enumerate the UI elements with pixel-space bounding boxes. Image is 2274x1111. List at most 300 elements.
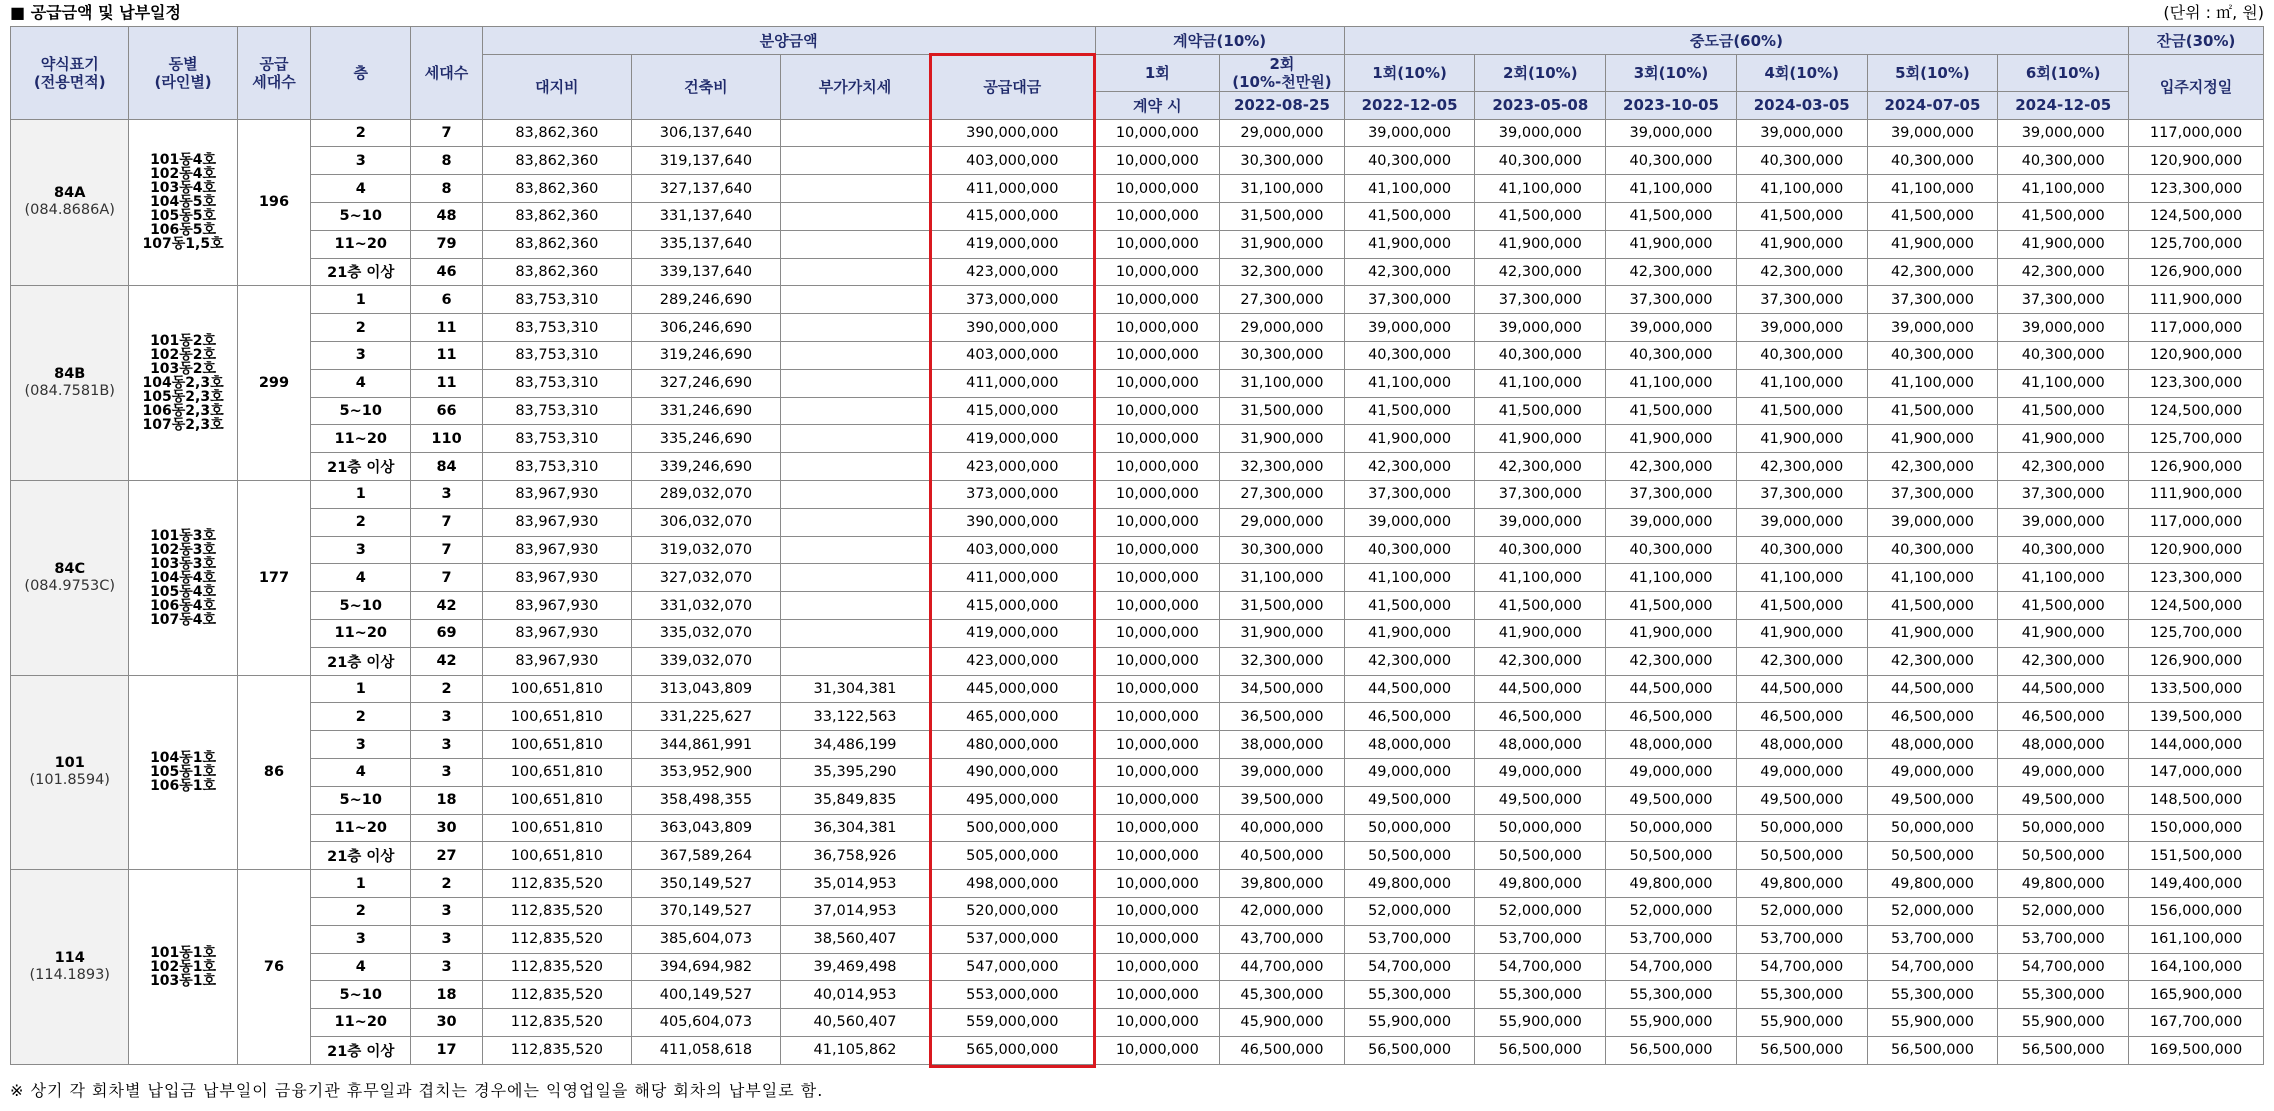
amount-cell: 37,300,000 — [1736, 480, 1867, 508]
header-m1-date: 2022-12-05 — [1344, 91, 1475, 119]
floor-cell: 21층 이상 — [311, 842, 411, 870]
table-row — [11, 647, 2264, 675]
amount-cell: 48,000,000 — [1606, 731, 1737, 759]
amount-cell: 111,900,000 — [2129, 286, 2264, 314]
amount-cell: 41,100,000 — [1998, 175, 2129, 203]
dong-line: 103동1호 — [150, 972, 217, 989]
dong-line: 101동3호 — [150, 527, 217, 544]
amount-cell: 112,835,520 — [482, 870, 631, 898]
floor-cell: 3 — [311, 536, 411, 564]
amount-cell: 39,000,000 — [1998, 314, 2129, 342]
floor-cell: 3 — [311, 731, 411, 759]
amount-cell: 41,500,000 — [1344, 202, 1475, 230]
amount-cell: 10,000,000 — [1095, 981, 1220, 1009]
amount-cell: 41,100,000 — [1606, 175, 1737, 203]
unit-count-cell: 27 — [411, 842, 482, 870]
amount-cell: 41,100,000 — [1475, 564, 1606, 592]
table-row — [11, 397, 2264, 425]
amount-cell: 42,300,000 — [1606, 453, 1737, 481]
amount-cell: 50,000,000 — [1606, 814, 1737, 842]
amount-cell: 50,000,000 — [1998, 814, 2129, 842]
amount-cell: 27,300,000 — [1220, 286, 1345, 314]
amount-cell: 31,304,381 — [780, 675, 929, 703]
amount-cell: 156,000,000 — [2129, 897, 2264, 925]
amount-cell: 49,000,000 — [1606, 758, 1737, 786]
amount-cell: 46,500,000 — [1736, 703, 1867, 731]
floor-cell: 21층 이상 — [311, 1036, 411, 1064]
amount-cell: 50,000,000 — [1736, 814, 1867, 842]
amount-cell: 41,900,000 — [1736, 619, 1867, 647]
amount-cell: 50,500,000 — [1998, 842, 2129, 870]
amount-cell: 29,000,000 — [1220, 119, 1345, 147]
amount-cell: 46,500,000 — [1867, 703, 1998, 731]
amount-cell: 10,000,000 — [1095, 480, 1220, 508]
amount-cell: 29,000,000 — [1220, 508, 1345, 536]
amount-cell: 37,300,000 — [1867, 286, 1998, 314]
amount-cell: 344,861,991 — [631, 731, 780, 759]
supply-price-cell: 373,000,000 — [930, 286, 1095, 314]
amount-cell: 55,900,000 — [1475, 1009, 1606, 1037]
amount-cell: 54,700,000 — [1998, 953, 2129, 981]
unit-count-cell: 110 — [411, 425, 482, 453]
dong-line: 103동3호 — [150, 555, 217, 572]
amount-cell: 100,651,810 — [482, 675, 631, 703]
amount-cell: 41,900,000 — [1736, 425, 1867, 453]
amount-cell: 53,700,000 — [1867, 925, 1998, 953]
supply-price-cell: 505,000,000 — [930, 842, 1095, 870]
amount-cell: 112,835,520 — [482, 1009, 631, 1037]
unit-count-cell: 2 — [411, 675, 482, 703]
amount-cell: 133,500,000 — [2129, 675, 2264, 703]
unit-count-cell: 7 — [411, 119, 482, 147]
amount-cell: 49,000,000 — [1867, 758, 1998, 786]
amount-cell: 41,500,000 — [1998, 397, 2129, 425]
amount-cell: 148,500,000 — [2129, 786, 2264, 814]
amount-cell: 46,500,000 — [1998, 703, 2129, 731]
table-row — [11, 175, 2264, 203]
supply-price-cell: 547,000,000 — [930, 953, 1095, 981]
amount-cell: 41,500,000 — [1344, 592, 1475, 620]
type-cell — [11, 119, 129, 286]
amount-cell: 370,149,527 — [631, 897, 780, 925]
table-row — [11, 870, 2264, 898]
unit-count-cell: 3 — [411, 897, 482, 925]
header-m3-date: 2023-10-05 — [1606, 91, 1737, 119]
amount-cell: 55,900,000 — [1867, 1009, 1998, 1037]
amount-cell: 41,100,000 — [1736, 369, 1867, 397]
amount-cell: 124,500,000 — [2129, 202, 2264, 230]
unit-count-cell: 3 — [411, 758, 482, 786]
amount-cell: 35,014,953 — [780, 870, 929, 898]
amount-cell: 39,000,000 — [1736, 314, 1867, 342]
amount-cell: 40,300,000 — [1344, 147, 1475, 175]
floor-cell: 2 — [311, 314, 411, 342]
amount-cell: 37,300,000 — [1736, 286, 1867, 314]
amount-cell: 54,700,000 — [1344, 953, 1475, 981]
amount-cell: 49,800,000 — [1867, 870, 1998, 898]
amount-cell: 42,300,000 — [1736, 453, 1867, 481]
unit-count-cell: 48 — [411, 202, 482, 230]
amount-cell: 367,589,264 — [631, 842, 780, 870]
amount-cell: 55,300,000 — [1867, 981, 1998, 1009]
amount-cell: 53,700,000 — [1606, 925, 1737, 953]
amount-cell: 41,900,000 — [1475, 619, 1606, 647]
unit-count-cell: 11 — [411, 314, 482, 342]
amount-cell: 55,900,000 — [1606, 1009, 1737, 1037]
supply-price-cell: 419,000,000 — [930, 425, 1095, 453]
amount-cell: 42,300,000 — [1606, 647, 1737, 675]
amount-cell: 83,967,930 — [482, 592, 631, 620]
amount-cell: 41,900,000 — [1344, 230, 1475, 258]
amount-cell: 335,032,070 — [631, 619, 780, 647]
amount-cell: 38,000,000 — [1220, 731, 1345, 759]
amount-cell: 10,000,000 — [1095, 453, 1220, 481]
unit-count-cell: 11 — [411, 341, 482, 369]
unit-count-cell: 42 — [411, 592, 482, 620]
amount-cell: 40,300,000 — [1606, 536, 1737, 564]
amount-cell: 40,300,000 — [1998, 341, 2129, 369]
amount-cell: 40,014,953 — [780, 981, 929, 1009]
supply-price-cell: 403,000,000 — [930, 341, 1095, 369]
header-contract-group: 계약금(10%) — [1095, 27, 1344, 55]
amount-cell: 42,300,000 — [1606, 258, 1737, 286]
table-row — [11, 341, 2264, 369]
amount-cell: 45,300,000 — [1220, 981, 1345, 1009]
amount-cell: 55,900,000 — [1998, 1009, 2129, 1037]
amount-cell: 289,032,070 — [631, 480, 780, 508]
amount-cell: 41,500,000 — [1867, 202, 1998, 230]
amount-cell: 117,000,000 — [2129, 508, 2264, 536]
amount-cell: 40,300,000 — [1867, 536, 1998, 564]
amount-cell: 124,500,000 — [2129, 397, 2264, 425]
supply-price-cell: 498,000,000 — [930, 870, 1095, 898]
amount-cell: 125,700,000 — [2129, 425, 2264, 453]
amount-cell: 49,500,000 — [1736, 786, 1867, 814]
amount-cell: 39,000,000 — [1736, 119, 1867, 147]
dong-line: 106동5호 — [150, 222, 217, 239]
amount-cell: 48,000,000 — [1736, 731, 1867, 759]
amount-cell: 53,700,000 — [1736, 925, 1867, 953]
dong-line: 105동5호 — [150, 208, 217, 225]
amount-cell: 49,800,000 — [1998, 870, 2129, 898]
supply-price-cell: 553,000,000 — [930, 981, 1095, 1009]
dong-line: 103동2호 — [150, 361, 217, 378]
supply-price-cell: 465,000,000 — [930, 703, 1095, 731]
dong-line: 105동2,3호 — [142, 389, 224, 406]
amount-cell: 39,000,000 — [1736, 508, 1867, 536]
amount-cell: 30,300,000 — [1220, 536, 1345, 564]
header-m6-date: 2024-12-05 — [1998, 91, 2129, 119]
amount-cell: 83,967,930 — [482, 619, 631, 647]
amount-cell: 48,000,000 — [1344, 731, 1475, 759]
amount-cell: 151,500,000 — [2129, 842, 2264, 870]
amount-cell: 306,246,690 — [631, 314, 780, 342]
amount-cell: 164,100,000 — [2129, 953, 2264, 981]
amount-cell: 44,500,000 — [1475, 675, 1606, 703]
amount-cell: 100,651,810 — [482, 758, 631, 786]
unit-count-cell: 84 — [411, 453, 482, 481]
header-m1: 1회(10%) — [1344, 54, 1475, 91]
amount-cell: 335,246,690 — [631, 425, 780, 453]
floor-cell: 21층 이상 — [311, 258, 411, 286]
floor-cell: 5~10 — [311, 786, 411, 814]
amount-cell: 319,032,070 — [631, 536, 780, 564]
amount-cell: 46,500,000 — [1475, 703, 1606, 731]
amount-cell: 10,000,000 — [1095, 341, 1220, 369]
amount-cell: 42,300,000 — [1475, 453, 1606, 481]
amount-cell: 10,000,000 — [1095, 1009, 1220, 1037]
dong-lines-cell — [129, 119, 237, 286]
amount-cell: 41,100,000 — [1475, 175, 1606, 203]
supply-price-cell: 411,000,000 — [930, 564, 1095, 592]
header-c1-date: 계약 시 — [1095, 91, 1220, 119]
amount-cell: 42,300,000 — [1475, 258, 1606, 286]
amount-cell: 83,753,310 — [482, 397, 631, 425]
header-supply-units: 공급 세대수 — [237, 27, 311, 120]
amount-cell: 10,000,000 — [1095, 564, 1220, 592]
table-row — [11, 814, 2264, 842]
amount-cell: 41,900,000 — [1736, 230, 1867, 258]
amount-cell: 37,300,000 — [1867, 480, 1998, 508]
amount-cell: 31,900,000 — [1220, 619, 1345, 647]
amount-cell: 41,100,000 — [1736, 564, 1867, 592]
amount-cell — [780, 508, 929, 536]
amount-cell: 10,000,000 — [1095, 703, 1220, 731]
amount-cell: 39,000,000 — [1344, 119, 1475, 147]
amount-cell: 167,700,000 — [2129, 1009, 2264, 1037]
amount-cell: 56,500,000 — [1867, 1036, 1998, 1064]
amount-cell: 40,300,000 — [1736, 536, 1867, 564]
amount-cell: 83,753,310 — [482, 314, 631, 342]
amount-cell: 49,800,000 — [1344, 870, 1475, 898]
amount-cell: 49,000,000 — [1475, 758, 1606, 786]
header-c1: 1회 — [1095, 54, 1220, 91]
unit-count-cell: 11 — [411, 369, 482, 397]
amount-cell — [780, 647, 929, 675]
type-area: (101.8594) — [29, 772, 110, 789]
type-cell — [11, 870, 129, 1065]
amount-cell: 100,651,810 — [482, 703, 631, 731]
amount-cell: 52,000,000 — [1736, 897, 1867, 925]
amount-cell: 331,032,070 — [631, 592, 780, 620]
amount-cell: 48,000,000 — [1867, 731, 1998, 759]
type-name: 114 — [54, 949, 85, 966]
amount-cell: 10,000,000 — [1095, 842, 1220, 870]
table-row — [11, 675, 2264, 703]
table-row — [11, 758, 2264, 786]
supply-price-cell: 480,000,000 — [930, 731, 1095, 759]
amount-cell: 40,300,000 — [1736, 341, 1867, 369]
amount-cell: 327,032,070 — [631, 564, 780, 592]
type-name: 84A — [54, 185, 86, 202]
amount-cell: 39,000,000 — [1606, 314, 1737, 342]
amount-cell: 48,000,000 — [1998, 731, 2129, 759]
amount-cell: 41,100,000 — [1998, 564, 2129, 592]
amount-cell: 36,500,000 — [1220, 703, 1345, 731]
dong-lines-cell — [129, 480, 237, 675]
amount-cell: 39,800,000 — [1220, 870, 1345, 898]
floor-cell: 2 — [311, 119, 411, 147]
unit-count-cell: 42 — [411, 647, 482, 675]
table-row — [11, 147, 2264, 175]
header-balance-group: 잔금(30%) — [2129, 27, 2264, 55]
amount-cell: 123,300,000 — [2129, 564, 2264, 592]
dong-lines-cell — [129, 675, 237, 870]
unit-count-cell: 79 — [411, 230, 482, 258]
amount-cell: 39,000,000 — [1867, 508, 1998, 536]
supply-price-cell: 411,000,000 — [930, 175, 1095, 203]
floor-cell: 21층 이상 — [311, 647, 411, 675]
amount-cell: 10,000,000 — [1095, 536, 1220, 564]
floor-cell: 1 — [311, 286, 411, 314]
floor-cell: 5~10 — [311, 202, 411, 230]
amount-cell: 83,862,360 — [482, 119, 631, 147]
amount-cell: 41,900,000 — [1867, 425, 1998, 453]
amount-cell: 331,246,690 — [631, 397, 780, 425]
amount-cell — [780, 230, 929, 258]
amount-cell: 363,043,809 — [631, 814, 780, 842]
floor-cell: 4 — [311, 953, 411, 981]
amount-cell: 40,000,000 — [1220, 814, 1345, 842]
header-m5: 5회(10%) — [1867, 54, 1998, 91]
amount-cell — [780, 425, 929, 453]
dong-line: 107동1,5호 — [142, 236, 224, 253]
amount-cell: 41,100,000 — [1736, 175, 1867, 203]
amount-cell: 144,000,000 — [2129, 731, 2264, 759]
amount-cell: 39,000,000 — [1606, 508, 1737, 536]
amount-cell: 54,700,000 — [1736, 953, 1867, 981]
header-m2: 2회(10%) — [1475, 54, 1606, 91]
table-row — [11, 480, 2264, 508]
amount-cell: 44,500,000 — [1998, 675, 2129, 703]
table-row — [11, 842, 2264, 870]
amount-cell: 313,043,809 — [631, 675, 780, 703]
table-row — [11, 119, 2264, 147]
amount-cell: 41,500,000 — [1998, 592, 2129, 620]
amount-cell: 37,300,000 — [1344, 480, 1475, 508]
header-balance-date: 입주지정일 — [2129, 54, 2264, 119]
amount-cell: 125,700,000 — [2129, 619, 2264, 647]
type-cell — [11, 286, 129, 481]
unit-count-cell: 7 — [411, 536, 482, 564]
unit-count-cell: 7 — [411, 508, 482, 536]
amount-cell: 165,900,000 — [2129, 981, 2264, 1009]
amount-cell: 37,300,000 — [1606, 286, 1737, 314]
amount-cell: 49,500,000 — [1606, 786, 1737, 814]
amount-cell: 37,300,000 — [1998, 480, 2129, 508]
dong-line: 107동2,3호 — [142, 417, 224, 434]
amount-cell: 49,800,000 — [1606, 870, 1737, 898]
table-row — [11, 286, 2264, 314]
amount-cell: 40,300,000 — [1606, 341, 1737, 369]
table-row — [11, 314, 2264, 342]
amount-cell: 83,862,360 — [482, 175, 631, 203]
amount-cell: 39,000,000 — [1998, 508, 2129, 536]
amount-cell: 125,700,000 — [2129, 230, 2264, 258]
amount-cell: 39,000,000 — [1867, 119, 1998, 147]
amount-cell: 319,137,640 — [631, 147, 780, 175]
amount-cell: 339,246,690 — [631, 453, 780, 481]
amount-cell: 411,058,618 — [631, 1036, 780, 1064]
amount-cell: 126,900,000 — [2129, 647, 2264, 675]
amount-cell: 41,100,000 — [1606, 369, 1737, 397]
amount-cell: 10,000,000 — [1095, 202, 1220, 230]
amount-cell: 49,000,000 — [1998, 758, 2129, 786]
amount-cell: 41,900,000 — [1606, 619, 1737, 647]
floor-cell: 3 — [311, 341, 411, 369]
amount-cell: 42,300,000 — [1344, 453, 1475, 481]
amount-cell: 42,300,000 — [1998, 647, 2129, 675]
floor-cell: 1 — [311, 480, 411, 508]
table-row — [11, 592, 2264, 620]
amount-cell: 39,000,000 — [1344, 508, 1475, 536]
amount-cell: 41,500,000 — [1867, 397, 1998, 425]
supply-price-cell: 403,000,000 — [930, 147, 1095, 175]
floor-cell: 11~20 — [311, 814, 411, 842]
supply-price-cell: 495,000,000 — [930, 786, 1095, 814]
amount-cell: 41,100,000 — [1867, 564, 1998, 592]
amount-cell: 10,000,000 — [1095, 647, 1220, 675]
amount-cell — [780, 286, 929, 314]
amount-cell: 41,500,000 — [1344, 397, 1475, 425]
amount-cell: 124,500,000 — [2129, 592, 2264, 620]
floor-cell: 11~20 — [311, 1009, 411, 1037]
amount-cell — [780, 202, 929, 230]
amount-cell: 56,500,000 — [1344, 1036, 1475, 1064]
amount-cell: 49,500,000 — [1475, 786, 1606, 814]
amount-cell: 41,500,000 — [1606, 592, 1737, 620]
amount-cell: 50,000,000 — [1344, 814, 1475, 842]
amount-cell: 49,800,000 — [1475, 870, 1606, 898]
amount-cell: 55,900,000 — [1736, 1009, 1867, 1037]
dong-line: 101동1호 — [150, 944, 217, 961]
table-row — [11, 453, 2264, 481]
amount-cell: 10,000,000 — [1095, 286, 1220, 314]
amount-cell: 10,000,000 — [1095, 758, 1220, 786]
table-row — [11, 703, 2264, 731]
amount-cell — [780, 119, 929, 147]
unit-count-cell: 18 — [411, 981, 482, 1009]
header-floor: 층 — [311, 27, 411, 120]
amount-cell: 42,300,000 — [1867, 453, 1998, 481]
amount-cell — [780, 258, 929, 286]
amount-cell: 40,300,000 — [1998, 147, 2129, 175]
supply-price-cell: 419,000,000 — [930, 619, 1095, 647]
supply-price-cell: 559,000,000 — [930, 1009, 1095, 1037]
dong-line: 102동3호 — [150, 541, 217, 558]
amount-cell: 335,137,640 — [631, 230, 780, 258]
amount-cell: 41,900,000 — [1606, 425, 1737, 453]
header-vat: 부가가치세 — [780, 54, 929, 119]
unit-label: (단위 : ㎡, 원) — [2163, 3, 2264, 22]
amount-cell: 49,000,000 — [1344, 758, 1475, 786]
amount-cell: 37,300,000 — [1344, 286, 1475, 314]
unit-count-cell: 3 — [411, 731, 482, 759]
footnote: ※ 상기 각 회차별 납입금 납부일이 금융기관 휴무일과 겹치는 경우에는 익영업일을 해당 회차의 납부일로 함. — [10, 1081, 824, 1100]
amount-cell: 339,032,070 — [631, 647, 780, 675]
amount-cell: 39,000,000 — [1998, 119, 2129, 147]
amount-cell: 10,000,000 — [1095, 314, 1220, 342]
floor-cell: 11~20 — [311, 619, 411, 647]
amount-cell: 10,000,000 — [1095, 147, 1220, 175]
supply-units-cell: 76 — [237, 870, 311, 1065]
amount-cell: 39,500,000 — [1220, 786, 1345, 814]
amount-cell: 49,800,000 — [1736, 870, 1867, 898]
floor-cell: 4 — [311, 758, 411, 786]
amount-cell: 41,900,000 — [1998, 230, 2129, 258]
amount-cell: 52,000,000 — [1867, 897, 1998, 925]
amount-cell: 112,835,520 — [482, 953, 631, 981]
